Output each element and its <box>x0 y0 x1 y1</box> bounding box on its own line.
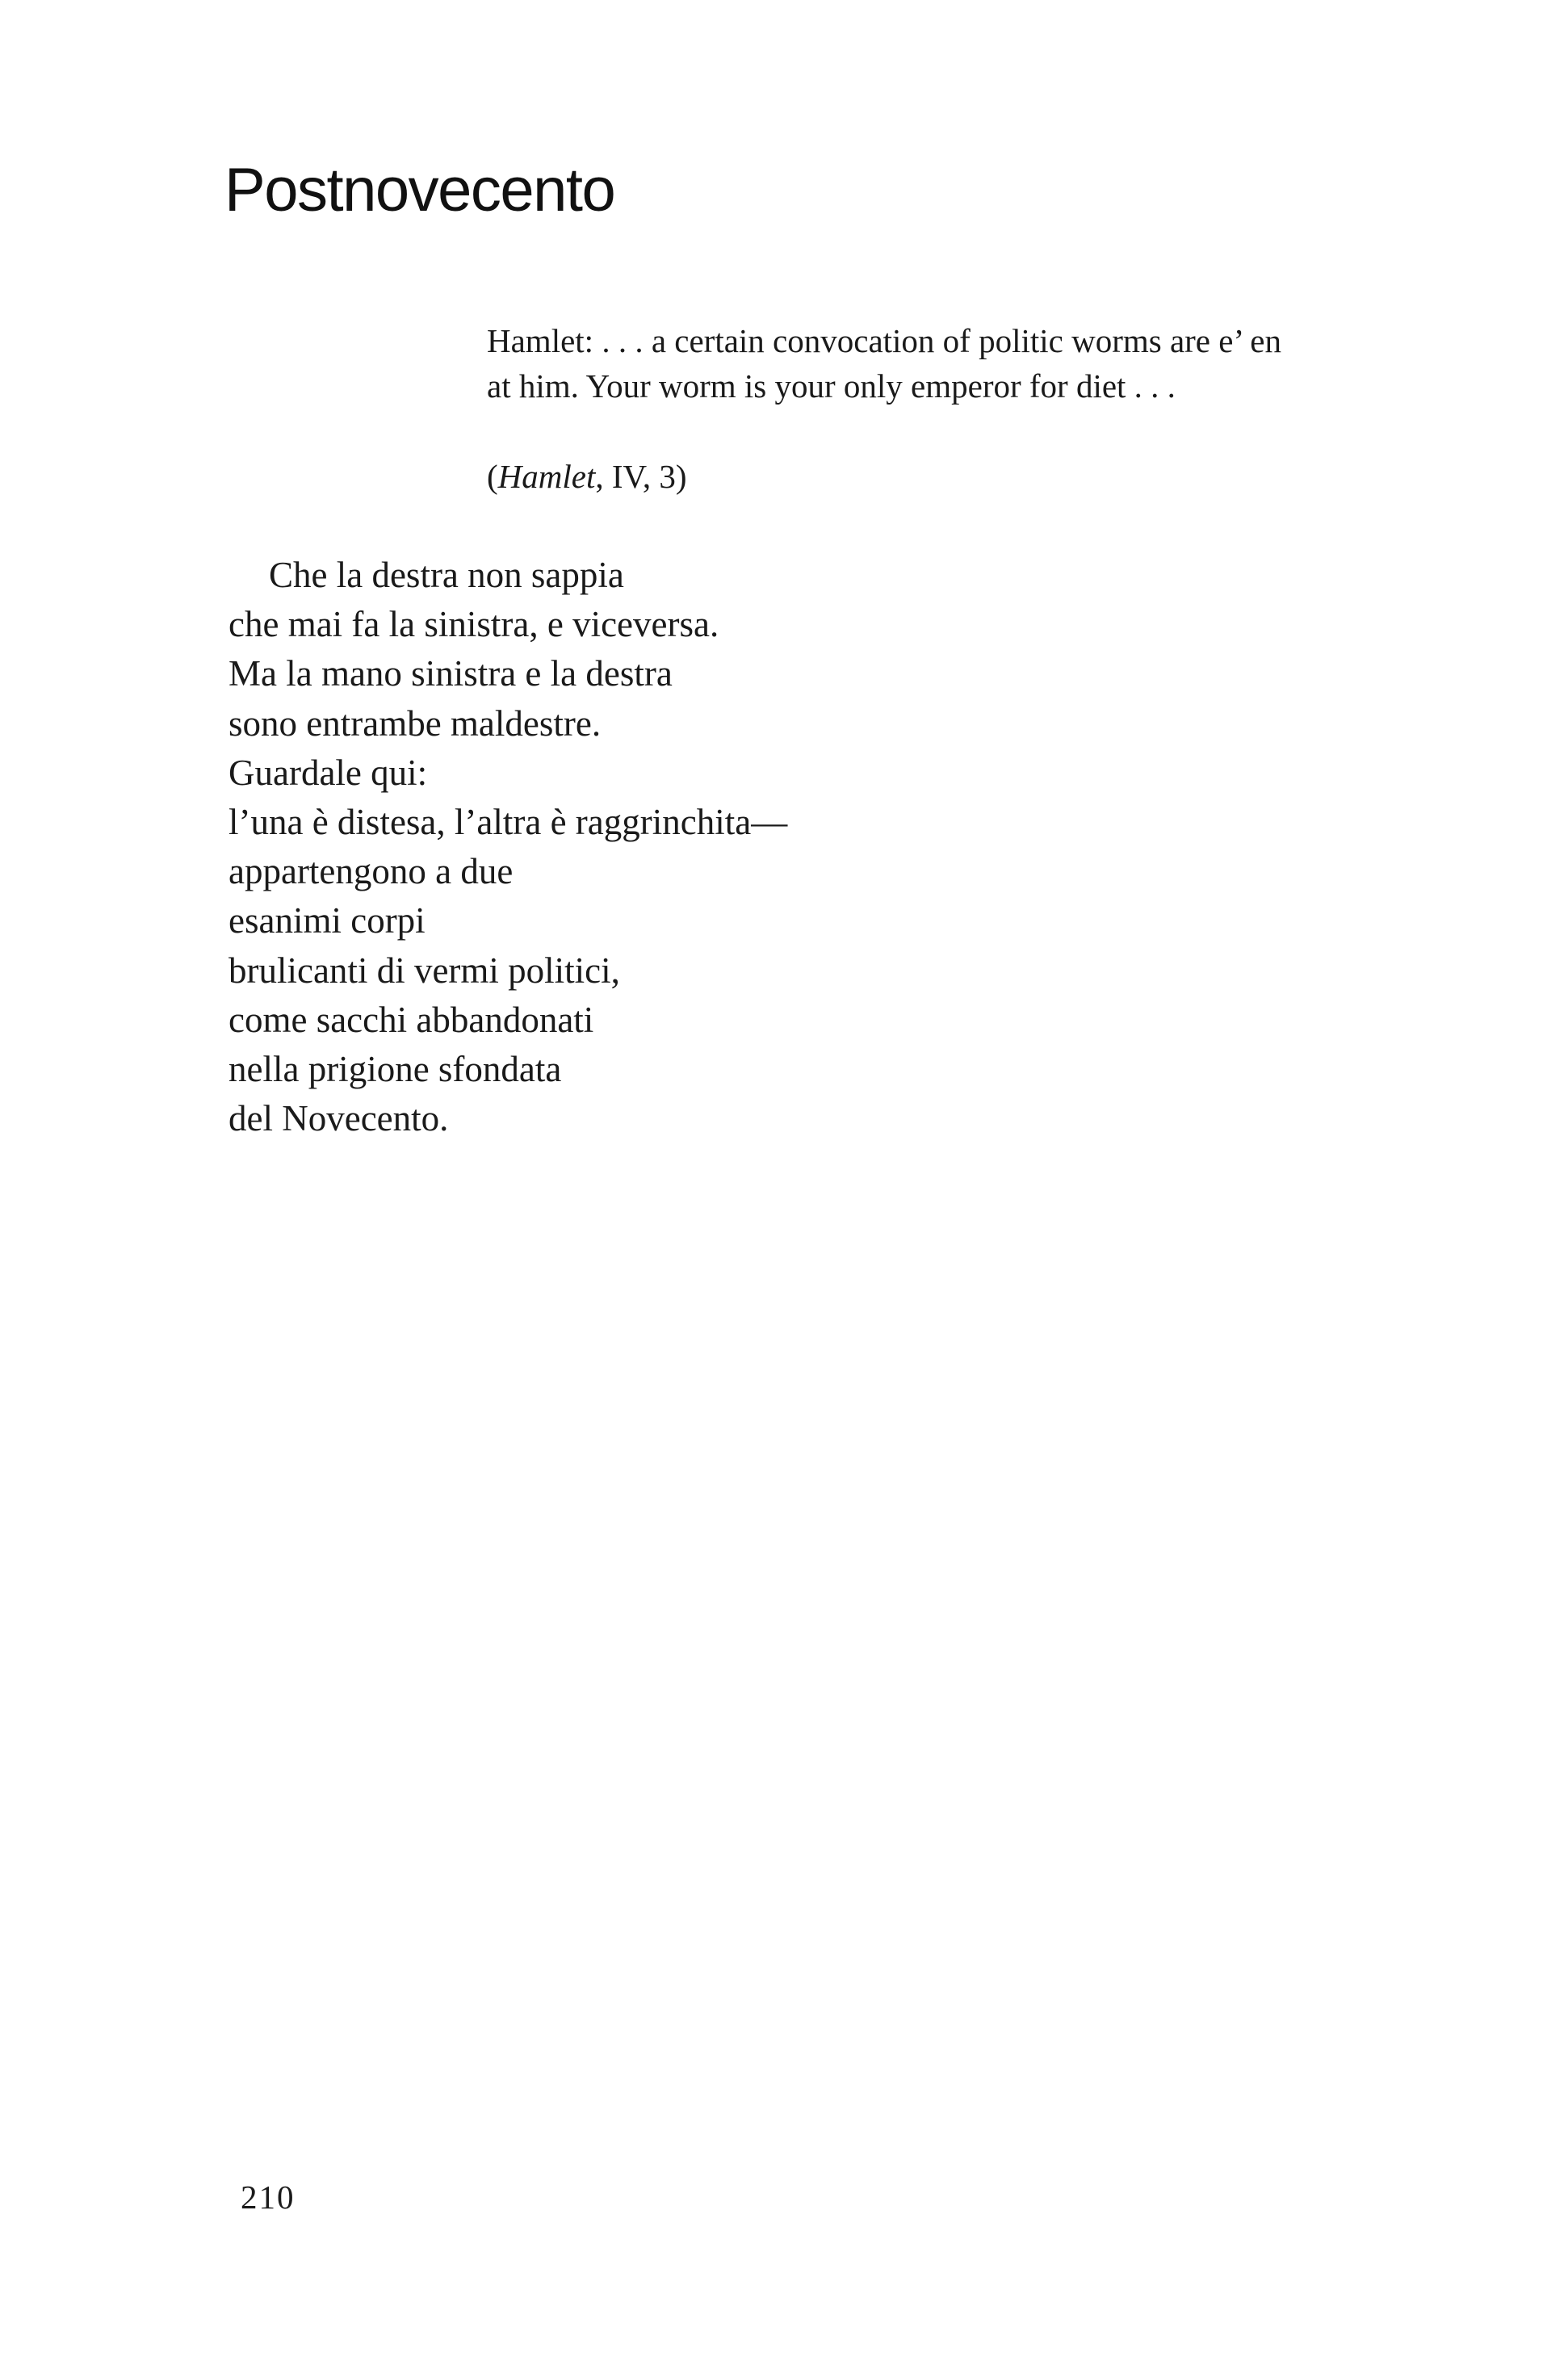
poem-line: sono entrambe maldestre. <box>228 702 602 744</box>
poem-line: Che la destra non sappia <box>269 555 624 595</box>
epigraph-source-open: ( <box>487 458 498 495</box>
epigraph-line: at him. Your worm is your only emperor for diet . . . <box>487 367 1176 405</box>
poem-line: esanimi corpi <box>228 900 426 941</box>
epigraph-line: Hamlet: . . . a certain convocation of politic worms are e’ en <box>487 322 1281 359</box>
poem-line: appartengono a due <box>228 851 514 892</box>
poem-line: Guardale qui: <box>228 752 428 793</box>
poem-body <box>228 551 787 1143</box>
poem-line: l’una è distesa, l’altra è raggrinchita— <box>228 802 788 843</box>
epigraph-source-work: Hamlet <box>497 458 596 495</box>
poem-line: brulicanti di vermi politici, <box>228 950 620 991</box>
poem-line: del Novecento. <box>228 1098 449 1139</box>
epigraph-quote <box>487 318 1399 409</box>
page-number: 210 <box>241 2178 296 2216</box>
epigraph <box>487 318 1399 499</box>
poem-line: che mai fa la sinistra, e viceversa. <box>228 604 719 645</box>
page-title: Postnovecento <box>224 156 615 224</box>
poem-line: come sacchi abbandonati <box>228 999 594 1040</box>
poem-line: Ma la mano sinistra e la destra <box>228 653 673 694</box>
epigraph-source <box>487 454 1399 499</box>
epigraph-source-reference: , IV, 3) <box>595 458 687 495</box>
poem-line: nella prigione sfondata <box>228 1049 562 1090</box>
